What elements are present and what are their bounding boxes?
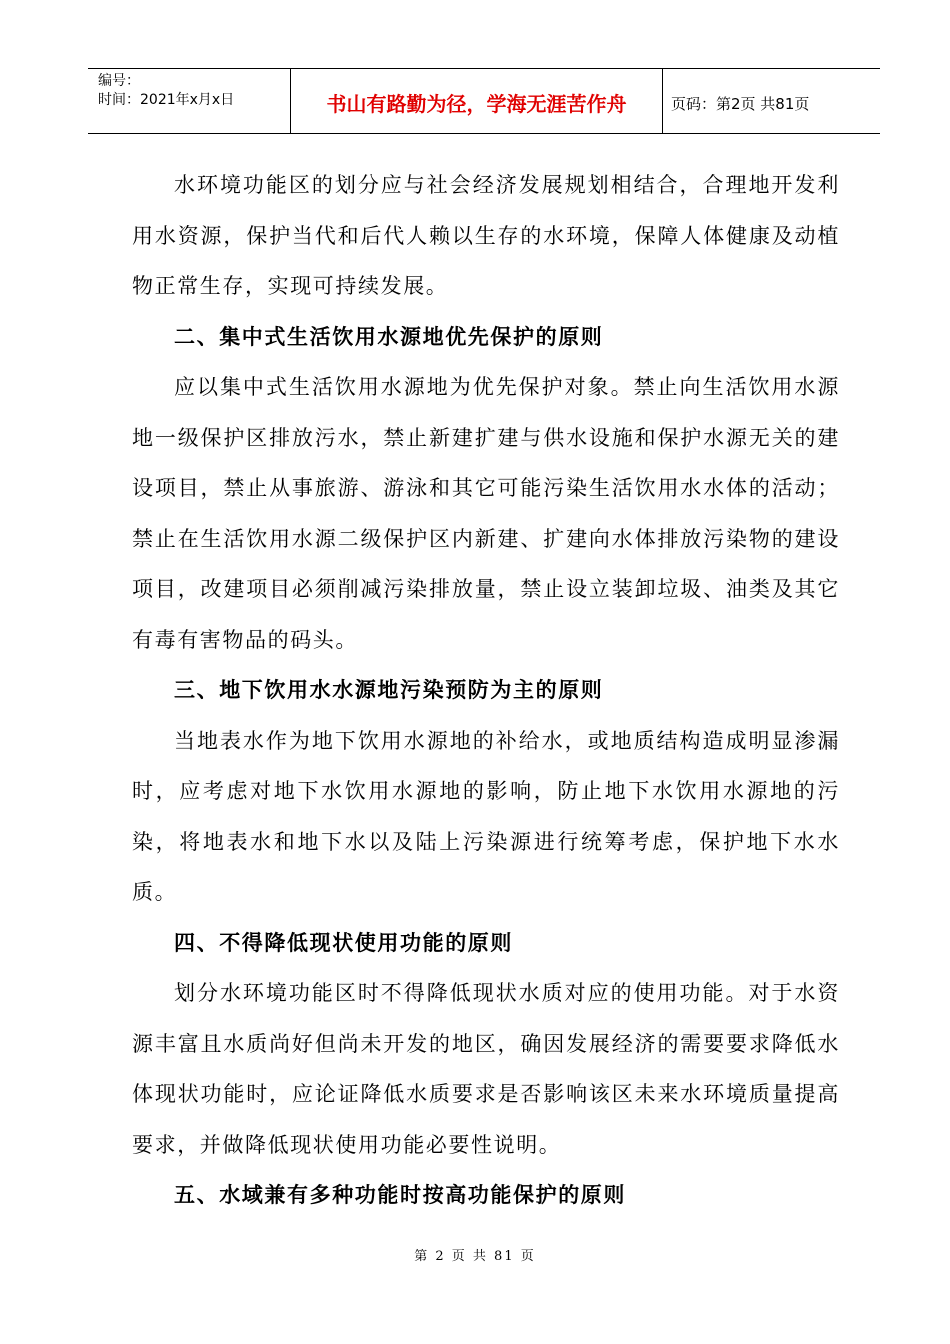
document-time-label: 时间：2021年x月x日 — [98, 92, 235, 108]
header-motto-cell — [291, 69, 663, 133]
page-header — [88, 68, 880, 134]
document-body — [132, 160, 840, 1221]
header-motto: 书山有路勤为径，学海无涯苦作舟 — [326, 92, 627, 116]
body-paragraph: 当地表水作为地下饮用水源地的补给水，或地质结构造成明显渗漏时，应考虑对地下水饮用水源地的影响，防止地下水饮用水源地的污染，将地表水和地下水以及陆上污染源进行统筹考虑，保护地下水水质。 — [132, 728, 840, 904]
document-number-label: 编号： — [98, 73, 140, 89]
body-paragraph: 应以集中式生活饮用水源地为优先保护对象。禁止向生活饮用水源地一级保护区排放污水，禁止新建扩建与供水设施和保护水源无关的建设项目，禁止从事旅游、游泳和其它可能污染生活饮用水水体的活动；禁止在生活饮用水源二级保护区内新建、扩建向水体排放污染物的建设项目，改建项目必须削减污染排放量，禁止设立装卸垃圾、油类及其它有毒有害物品的码头。 — [132, 375, 840, 652]
section-heading: 四、不得降低现状使用功能的原则 — [174, 930, 513, 955]
section-heading: 五、水域兼有多种功能时按高功能保护的原则 — [174, 1183, 626, 1207]
header-meta-cell — [88, 69, 291, 133]
section-heading: 二、集中式生活饮用水源地优先保护的原则 — [174, 324, 604, 349]
body-paragraph: 划分水环境功能区时不得降低现状水质对应的使用功能。对于水资源丰富且水质尚好但尚未开发的地区，确因发展经济的需要要求降低水体现状功能时，应论证降低水质要求是否影响该区未来水环境质量提高要求，并做降低现状使用功能必要性说明。 — [132, 981, 840, 1157]
body-paragraph: 水环境功能区的划分应与社会经济发展规划相结合，合理地开发利用水资源，保护当代和后代人赖以生存的水环境，保障人体健康及动植物正常生存，实现可持续发展。 — [132, 173, 840, 298]
section-heading: 三、地下饮用水水源地污染预防为主的原则 — [174, 678, 604, 702]
header-page-cell — [663, 69, 880, 133]
header-page-info: 页码：第2页 共81页 — [671, 95, 810, 113]
page-footer: 第 2 页 共 81 页 — [414, 1249, 536, 1264]
